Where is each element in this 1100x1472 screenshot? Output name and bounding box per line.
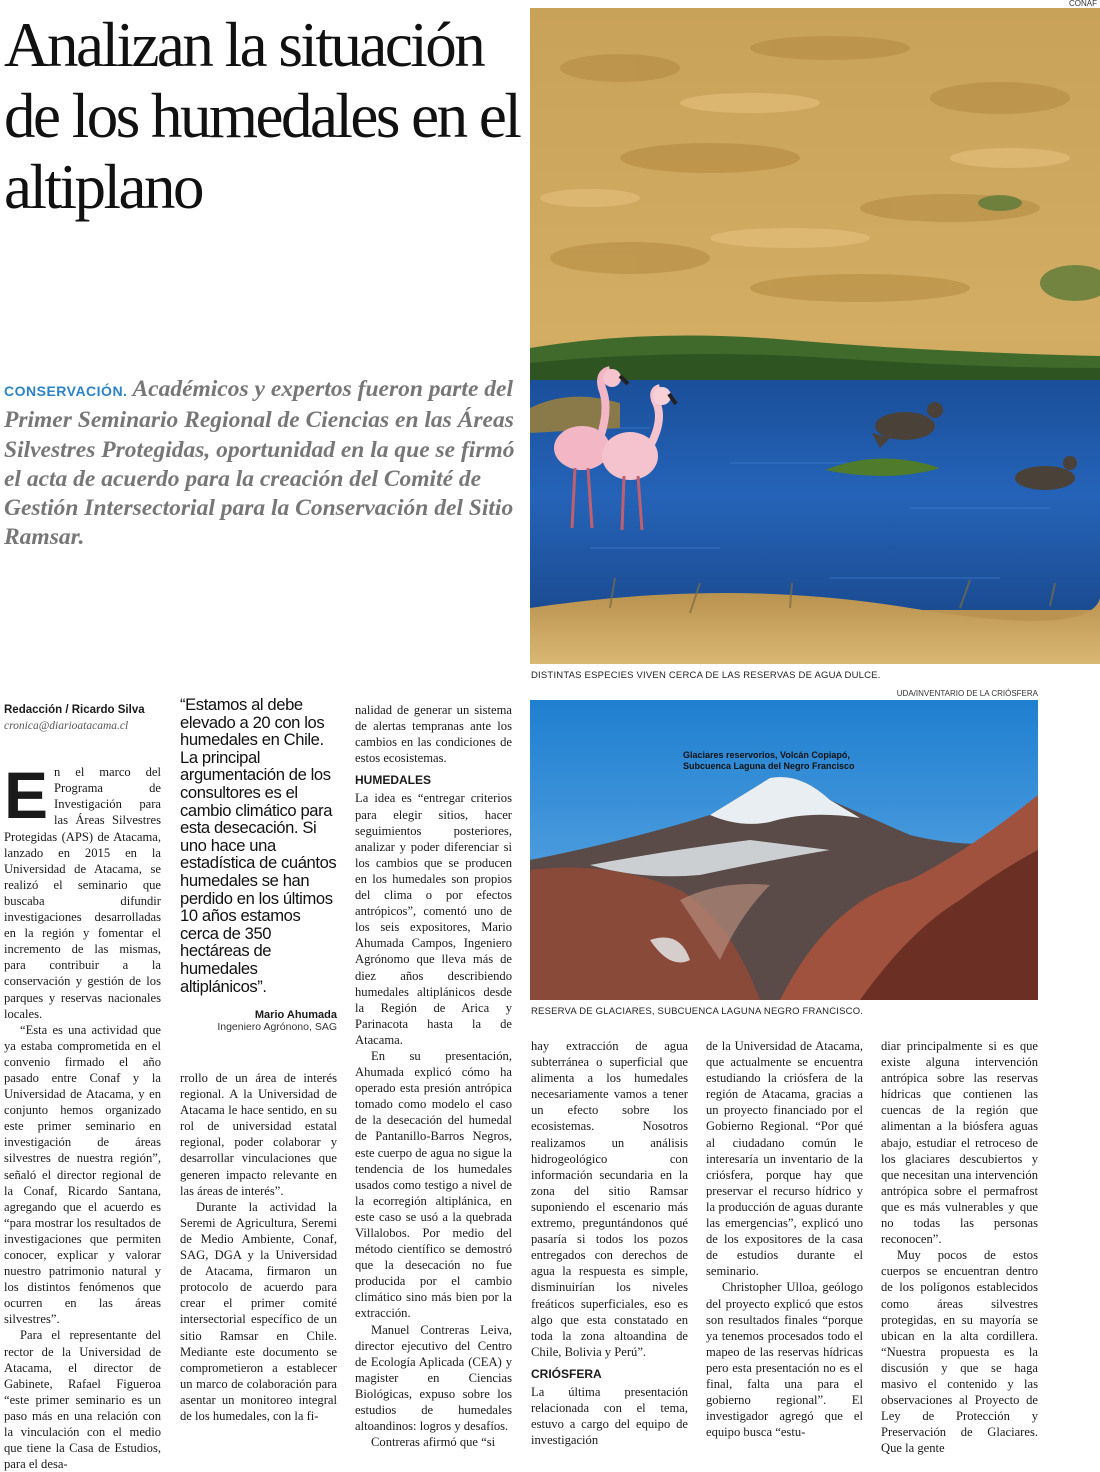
drop-cap: E [4, 758, 49, 833]
author-email: cronica@diarioatacama.cl [4, 720, 129, 733]
photo2-label: Glaciares reservorios, Volcán Copiapó, Subcuenca Laguna del Negro Francisco [683, 750, 855, 771]
col1-paragraph-2: “Esta es una actividad que ya estaba comprometida en el convenio firmado el año pasado entre Conaf y la Universidad de Atacama, y en conjunto hemos organizado este primer seminario en investigación de áreas silvestres de nuestra región”, señaló el director regional de la Conaf, Ricardo Santana, agregando que el acuerdo es “para mostrar los resultados de investigaciones que permiten conocer, explicar y valorar nuestro patrimonio natural y los distintos fenómenos que ocurren en las áreas silvestres”. [4, 1022, 161, 1327]
photo1-caption: DISTINTAS ESPECIES VIVEN CERCA DE LAS RESERVAS DE AGUA DULCE. [531, 670, 881, 681]
col6-paragraph-2: Muy pocos de estos cuerpos se encuentran dentro de los polígonos establecidos como áreas silvestres protegidas, en su mayoría se ubican en la alta cordillera. “Nuestra propuesta es la discusión y que se haga masivo el contenido y las observaciones al Proyecto de Ley de Protección y Preservación de Glaciares. Que la gente [881, 1248, 1038, 1456]
pull-quote-name: Mario Ahumada [254, 1009, 337, 1022]
col1-paragraph-3: Para el representante del rector de la Universidad de Atacama, el director de Gabinete, Rafael Figueroa “este primer seminario es un paso más en una relación con la vinculación con el medio que tiene la Casa de Estudios, para el desa- [4, 1328, 161, 1472]
lead-text: Académicos y expertos fueron parte del Primer Seminario Regional de Ciencias en las Áreas Silvestres Protegidas, oportunidad en la que se firmó el acta de acuerdo para la creación del Comité de Gestión Intersectorial para la Conservación del Sitio Ramsar. [4, 376, 515, 551]
col4-paragraph-2: La última presentación relacionada con el tema, estuvo a cargo del equipo de investigación [531, 1384, 688, 1448]
col3-paragraph-4: Contreras afirmó que “si [371, 1435, 496, 1450]
byline: Redacción / Ricardo Silva [4, 704, 145, 716]
col1-paragraph-1: n el marco del Programa de Investigación para las Áreas Silvestres Protegidas (APS) de Atacama, lanzado en 2015 en la Universidad de Atacama, se realizó el seminario que buscaba difundir investigaciones desarrolladas en la región y fomentar el incremento de las mismas, para contribuir a la conservación y gestión de los parques y reservas nacionales locales. [4, 765, 161, 1021]
photo2-credit: UDA/INVENTARIO DE LA CRIÓSFERA [896, 689, 1038, 698]
col3-paragraph-0: nalidad de generar un sistema de alertas tempranas ante los cambios en las condiciones de estos ecosistemas. [355, 703, 512, 766]
pull-quote-text: “Estamos al debe elevado a 20 con los humedales en Chile. La principal argumentación de los consultores es el cambio climático para esta desecación. Si uno hace una estadística de cuántos humedales se han perdido en los últimos 10 años estamos cerca de 350 hectáreas de humedales altiplánicos”. [180, 695, 337, 996]
section-tag: CONSERVACIÓN. [4, 383, 128, 399]
col3-paragraph-1: La idea es “entregar criterios para elegir sitios, hacer seguimientos posteriores, analizar y poder diferenciar si los cambios que se producen en los humedales son propios del clima o por efectos antrópicos”, comentó uno de los seis expositores, Mario Ahumada Campos, Ingeniero Agrónomo que lleva más de diez años describiendo humedales altiplánicos desde la Región de Arica y Parinacota hasta la de Atacama. [355, 791, 512, 1047]
article-column-5 [706, 1038, 863, 1440]
photo-flamingos-lagoon [530, 8, 1100, 664]
lead-paragraph [4, 375, 519, 553]
article-column-6 [881, 1038, 1038, 1456]
photo-glaciers-volcano [530, 700, 1038, 1000]
pull-quote-role: Ingeniero Agrónono, SAG [217, 1021, 337, 1034]
col2-paragraph-2: Durante la actividad la Seremi de Agricultura, Seremi de Medio Ambiente, Conaf, SAG, DGA y la Universidad de Atacama, firmaron un protocolo de acuerdo para crear el primer comité intersectorial específico de un sitio Ramsar en Chile. Mediante este documento se comprometieron a establecer un marco de colaboración para asentar un monitoreo integral de los humedales, con la fi- [180, 1199, 337, 1423]
col3-paragraph-3: Manuel Contreras Leiva, director ejecutivo del Centro de Ecología Aplicada (CEA) y magister en Ciencias Biológicas, expuso sobre los estudios de humedales altoandinos: logros y desafíos. [355, 1322, 512, 1434]
photo2-caption: RESERVA DE GLACIARES, SUBCUENCA LAGUNA NEGRO FRANCISCO. [531, 1006, 864, 1017]
article-column-4 [531, 1038, 688, 1448]
col5-paragraph-2: Christopher Ulloa, geólogo del proyecto explicó que estos son resultados finales “porque ya tenemos procesados todo el mapeo de las reservas hídricas pero esta presentación no es el final, falta una para el gobierno regional”. El investigador agregó que el equipo busca “estu- [706, 1280, 863, 1440]
subhead-criosfera: CRIÓSFERA [531, 1366, 602, 1381]
article-column-1 [4, 702, 161, 1472]
headline: Analizan la situación de los humedales en el altiplano [4, 10, 520, 222]
col3-paragraph-2: En su presentación, Ahumada explicó cómo ha operado esta presión antrópica tomado como modelo el caso de la desecación del humedal de Pantanillo-Barros Negros, este cuerpo de agua no sigue la tendencia de los humedales usados como testigo a nivel de la ecorregión altiplánica, en este caso se usó a la quebrada Villalobos. Por medio del método científico se demostró que la desecación no fue producida por el cambio climático sino más bien por la extracción. [355, 1048, 512, 1321]
subhead-humedales: HUMEDALES [355, 773, 432, 788]
photo-credit-conaf: CONAF [1069, 0, 1097, 8]
col2-paragraph-1: rrollo de un área de interés regional. A la Universidad de Atacama le hace sentido, en su rol de universidad estatal regional, poder colaborar y desarrollar vinculaciones que generen impacto relevante en las áreas de interés”. [180, 1071, 337, 1198]
article-column-3 [355, 702, 512, 1450]
col5-paragraph-1: de la Universidad de Atacama, que actualmente se encuentra estudiando la criósfera de la región de Atacama, gracias a un proyecto financiado por el Gobierno Regional. “Por qué al ciudadano común le interesaría un inventario de la criósfera, porque hay que preservar el recurso hídrico y la producción de aguas durante las emergencias”, explicó uno de los expositores de la casa de estudios durante el seminario. [706, 1039, 863, 1279]
article-column-2 [180, 1070, 337, 1424]
pull-quote [180, 696, 337, 1033]
col4-paragraph-1: hay extracción de agua subterránea o superficial que alimenta a los humedales necesariamente vamos a tener un efecto sobre los ecosistemas. Nosotros realizamos un análisis hidrogeológico con información secundaria en la zona del sitio Ramsar suponiendo el escenario más extremo, preguntándonos qué pasaría si todos los pozos entregados con derechos de agua la respuesta es simple, disminuirían los niveles freáticos superficiales, eso es algo que esta constatado en toda la zona altoandina de Chile, Bolivia y Perú”. [531, 1039, 688, 1359]
col6-paragraph-1: diar principalmente si es que existe alguna intervención antrópica sobre las reservas hídricas que contienen las cuencas de la región que alimentan a la biósfera aguas abajo, estudiar el retroceso de los glaciares descubiertos y que necesitan una intervención antrópica sobre el permafrost que es más vulnerables y que no todas las personas reconocen”. [881, 1039, 1038, 1247]
